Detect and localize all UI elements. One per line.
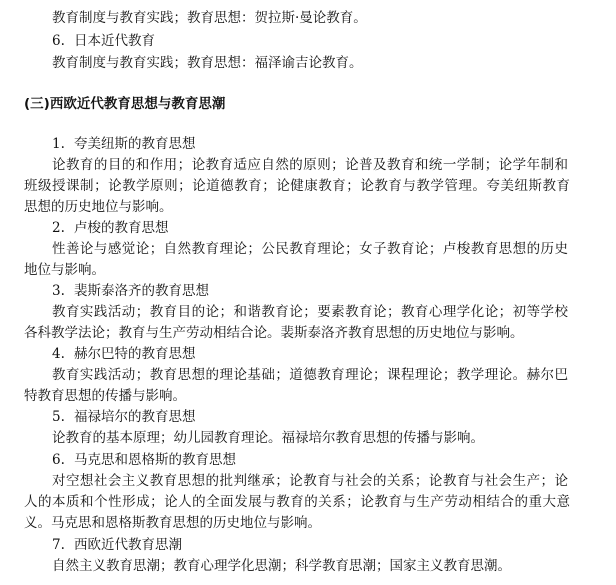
item-number: 4. [52,346,65,362]
body-text-line: 特教育思想的传播与影响。 [24,388,186,404]
body-text-line: 论教育的基本原理；幼儿园教育理论。福禄培尔教育思想的传播与影响。 [52,430,484,446]
body-text-line: 教育实践活动；教育思想的理论基础；道德教育理论；课程理论；教学理论。赫尔巴 [52,367,568,383]
item-title: 裴斯泰洛齐的教育思想 [74,283,209,299]
item-heading [52,408,616,426]
item-number: 1. [52,136,65,152]
item-heading [52,135,616,153]
item-title: 福禄培尔的教育思想 [74,409,196,425]
item-number: 6. [52,452,65,468]
item-heading [52,536,616,554]
item-title: 马克思和恩格斯的教育思想 [74,452,236,468]
item-number: 6. [52,33,65,49]
item-heading [52,451,616,469]
item-number: 2. [52,220,65,236]
body-text-line: 论教育的目的和作用；论教育适应自然的原则；论普及教育和统一学制；论学年制和 [52,157,568,173]
item-heading [52,345,616,363]
item-number: 7. [52,537,65,553]
item-title: 卢梭的教育思想 [74,220,169,236]
body-text-line: 义。马克思和恩格斯教育思想的历史地位与影响。 [24,515,321,531]
body-text-line: 班级授课制；论教学原则；论道德教育；论健康教育；论教育与教学管理。夸美纽斯教育 [24,178,570,194]
item-title: 赫尔巴特的教育思想 [74,346,196,362]
body-text-line: 性善论与感觉论；自然教育理论；公民教育理论；女子教育论；卢梭教育思想的历史 [52,241,568,257]
item-number: 5. [52,409,65,425]
item-heading [52,219,616,237]
item-title: 夸美纽斯的教育思想 [74,136,196,152]
body-text-line: 各科教学法论；教育与生产劳动相结合论。裴斯泰洛齐教育思想的历史地位与影响。 [24,325,524,341]
item-heading [52,32,616,50]
body-text-line: 对空想社会主义教育思想的批判继承；论教育与社会的关系；论教育与社会生产；论 [52,473,568,489]
item-title: 日本近代教育 [74,33,155,49]
body-text-line: 教育制度与教育实践；教育思想：福泽谕吉论教育。 [52,55,363,71]
section-heading: (三)西欧近代教育思想与教育思潮 [24,96,226,112]
item-heading [52,282,616,300]
body-text-line: 教育制度与教育实践；教育思想：贺拉斯·曼论教育。 [52,10,367,26]
body-text-line: 地位与影响。 [24,262,105,278]
item-number: 3. [52,283,65,299]
body-text-line: 教育实践活动；教育目的论；和谐教育论；要素教育论；教育心理学化论；初等学校 [52,304,568,320]
body-text-line: 自然主义教育思潮；教育心理学化思潮；科学教育思潮；国家主义教育思潮。 [52,558,511,574]
body-text-line: 人的本质和个性形成；论人的全面发展与教育的关系；论教育与生产劳动相结合的重大意 [24,494,570,510]
item-title: 西欧近代教育思潮 [74,537,182,553]
body-text-line: 思想的历史地位与影响。 [24,199,173,215]
